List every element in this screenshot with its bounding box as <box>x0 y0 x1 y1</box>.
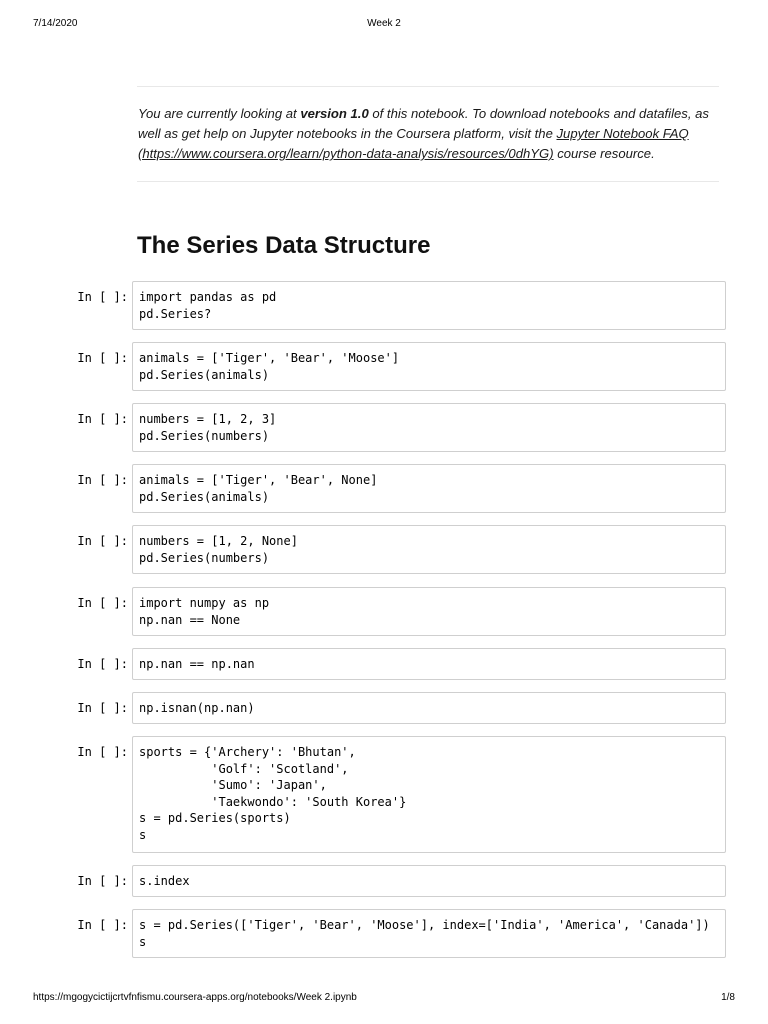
code-cell[interactable] <box>0 464 768 513</box>
faq-link[interactable]: Jupyter Notebook FAQ <box>556 126 689 141</box>
code-text[interactable]: import numpy as np np.nan == None <box>139 596 270 627</box>
print-footer <box>0 992 768 1006</box>
code-cell[interactable] <box>0 648 768 680</box>
code-input[interactable] <box>132 342 726 391</box>
code-text[interactable]: numbers = [1, 2, 3] pd.Series(numbers) <box>139 412 277 443</box>
code-input[interactable] <box>132 865 726 897</box>
code-text[interactable]: import pandas as pd pd.Series? <box>139 290 277 321</box>
code-input[interactable] <box>132 403 726 452</box>
cell-prompt: In [ ]: <box>77 874 128 888</box>
code-input[interactable] <box>132 464 726 513</box>
code-input[interactable] <box>132 648 726 680</box>
code-text[interactable]: np.nan == np.nan <box>139 657 255 671</box>
code-text[interactable]: s = pd.Series(['Tiger', 'Bear', 'Moose'], index=['India', 'America', 'Canada']) s <box>139 918 710 949</box>
code-text[interactable]: numbers = [1, 2, None] pd.Series(numbers) <box>139 534 298 565</box>
cell-prompt: In [ ]: <box>77 412 128 426</box>
intro-version: version 1.0 <box>300 106 369 121</box>
code-text[interactable]: s.index <box>139 874 190 888</box>
intro-text-1: You are currently looking at <box>138 106 301 121</box>
code-cell[interactable] <box>0 909 768 958</box>
code-text[interactable]: animals = ['Tiger', 'Bear', 'Moose'] pd.Series(animals) <box>139 351 400 382</box>
print-title: Week 2 <box>367 18 401 29</box>
cell-prompt: In [ ]: <box>77 745 128 759</box>
code-input[interactable] <box>132 525 726 574</box>
print-header <box>0 18 768 32</box>
code-input[interactable] <box>132 692 726 724</box>
cell-prompt: In [ ]: <box>77 351 128 365</box>
code-cell[interactable] <box>0 736 768 853</box>
intro-text-3: course resource. <box>553 146 655 161</box>
code-input[interactable] <box>132 281 726 330</box>
code-cell[interactable] <box>0 403 768 452</box>
print-date: 7/14/2020 <box>33 18 78 29</box>
cell-prompt: In [ ]: <box>77 290 128 304</box>
code-cell[interactable] <box>0 692 768 724</box>
section-heading: The Series Data Structure <box>137 232 431 259</box>
code-input[interactable] <box>132 736 726 853</box>
cell-prompt: In [ ]: <box>77 918 128 932</box>
intro-paragraph <box>138 104 718 164</box>
cell-prompt: In [ ]: <box>77 473 128 487</box>
cell-prompt: In [ ]: <box>77 701 128 715</box>
code-cell[interactable] <box>0 865 768 897</box>
page-number: 1/8 <box>721 992 735 1003</box>
code-input[interactable] <box>132 909 726 958</box>
code-text[interactable]: np.isnan(np.nan) <box>139 701 255 715</box>
code-text[interactable]: animals = ['Tiger', 'Bear', None] pd.Series(animals) <box>139 473 378 504</box>
code-cell[interactable] <box>0 281 768 330</box>
cell-prompt: In [ ]: <box>77 657 128 671</box>
code-cell[interactable] <box>0 587 768 636</box>
cell-prompt: In [ ]: <box>77 596 128 610</box>
divider-bottom <box>137 181 719 182</box>
divider-top <box>137 86 719 87</box>
print-url: https://mgogycictijcrtvfnfismu.coursera-apps.org/notebooks/Week 2.ipynb <box>33 992 357 1003</box>
code-text[interactable]: sports = {'Archery': 'Bhutan', 'Golf': 'Scotland', 'Sumo': 'Japan', 'Taekwondo': 'South Korea'} s = pd.Series(sports) s <box>139 745 407 842</box>
code-input[interactable] <box>132 587 726 636</box>
intro-text-2: of this notebook. To download notebooks and datafiles, as well as get help on Jupyter notebooks in the Coursera platform, visit the <box>138 106 709 141</box>
code-cell[interactable] <box>0 525 768 574</box>
code-cell[interactable] <box>0 342 768 391</box>
faq-url-link[interactable]: (https://www.coursera.org/learn/python-data-analysis/resources/0dhYG) <box>138 146 554 161</box>
cell-prompt: In [ ]: <box>77 534 128 548</box>
